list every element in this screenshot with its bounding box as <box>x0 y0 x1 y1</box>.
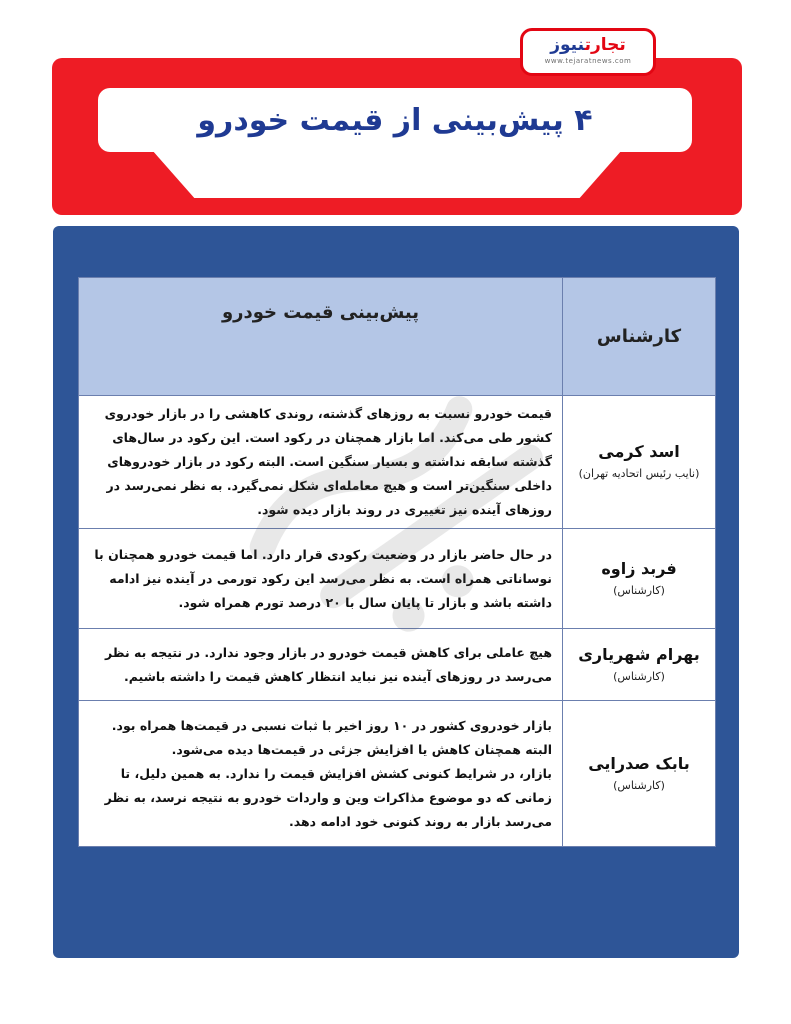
column-header-forecast: پیش‌بینی قیمت خودرو <box>79 278 563 396</box>
expert-name: اسد کرمی <box>598 442 680 461</box>
expert-cell <box>563 529 716 629</box>
table-row <box>79 701 716 847</box>
table-row <box>79 629 716 701</box>
forecast-cell <box>79 701 563 847</box>
expert-role: (کارشناس) <box>613 778 665 792</box>
page-title: ۴ پیش‌بینی از قیمت خودرو <box>197 102 593 138</box>
forecast-table <box>78 277 716 847</box>
expert-role: (نایب رئیس اتحادیه تهران) <box>578 467 700 480</box>
expert-role: (کارشناس) <box>613 583 665 597</box>
expert-name: بهرام شهریاری <box>578 644 700 664</box>
forecast-cell <box>79 629 563 701</box>
expert-name: بابک صدرایی <box>588 753 690 773</box>
forecast-cell <box>79 396 563 529</box>
table-row <box>79 529 716 629</box>
logo-text-tejarat: تجارت <box>584 35 626 55</box>
site-logo[interactable] <box>520 28 656 76</box>
table-row <box>79 396 716 529</box>
forecast-cell <box>79 529 563 629</box>
title-box-tab <box>152 150 622 198</box>
column-header-expert: کارشناس <box>563 278 716 396</box>
forecast-text: در حال حاضر بازار در وضعیت رکودی قرار دارد. اما قیمت خودرو همچنان با نوساناتی همراه است. به نظر می‌رسد این رکود تورمی در آینده نیز ادامه داشته باشد و بازار تا پایان سال با ۲۰ درصد تورم همراه شود. <box>94 546 552 610</box>
logo-url: www.tejaratnews.com <box>544 57 632 65</box>
forecast-text: بازار خودروی کشور در ۱۰ روز اخیر با ثبات نسبی در قیمت‌ها همراه بود. البته همچنان کاهش یا افزایش جزئی در قیمت‌ها دیده می‌شود. <box>111 717 552 757</box>
logo-text-news: نیوز <box>550 35 585 55</box>
expert-cell <box>563 396 716 529</box>
forecast-text: قیمت خودرو نسبت به روزهای گذشته، روندی کاهشی را در بازار خودروی کشور طی می‌کند. اما بازار همچنان در رکود است. این رکود در سال‌های گذشته سابقه نداشته و بسیار سنگین است. البته رکود در بازار خودروهای داخلی سنگین‌تر است و هیچ معامله‌ای شکل نمی‌گیرد. به نظر نمی‌رسد در روزهای آینده نیز تغییری در روند بازار دیده شود. <box>104 406 552 517</box>
expert-role: (کارشناس) <box>613 669 665 683</box>
expert-name: فربد زاوه <box>601 558 677 578</box>
table-header-row <box>79 278 716 396</box>
forecast-text: بازار، در شرایط کنونی کشش افزایش قیمت را ندارد. به همین دلیل، تا زمانی که دو موضوع مذاکرات وین و واردات خودرو به نتیجه نرسد، به نظر می‌رسد بازار به روند کنونی خود ادامه دهد. <box>104 765 552 829</box>
forecast-text: هیچ عاملی برای کاهش قیمت خودرو در بازار وجود ندارد. در نتیجه به نظر می‌رسد در روزهای آینده نیز نباید انتظار کاهش قیمت را داشته باشیم. <box>105 644 552 684</box>
title-box <box>98 88 692 152</box>
logo-wordmark <box>523 34 653 56</box>
expert-cell <box>563 629 716 701</box>
expert-cell <box>563 701 716 847</box>
